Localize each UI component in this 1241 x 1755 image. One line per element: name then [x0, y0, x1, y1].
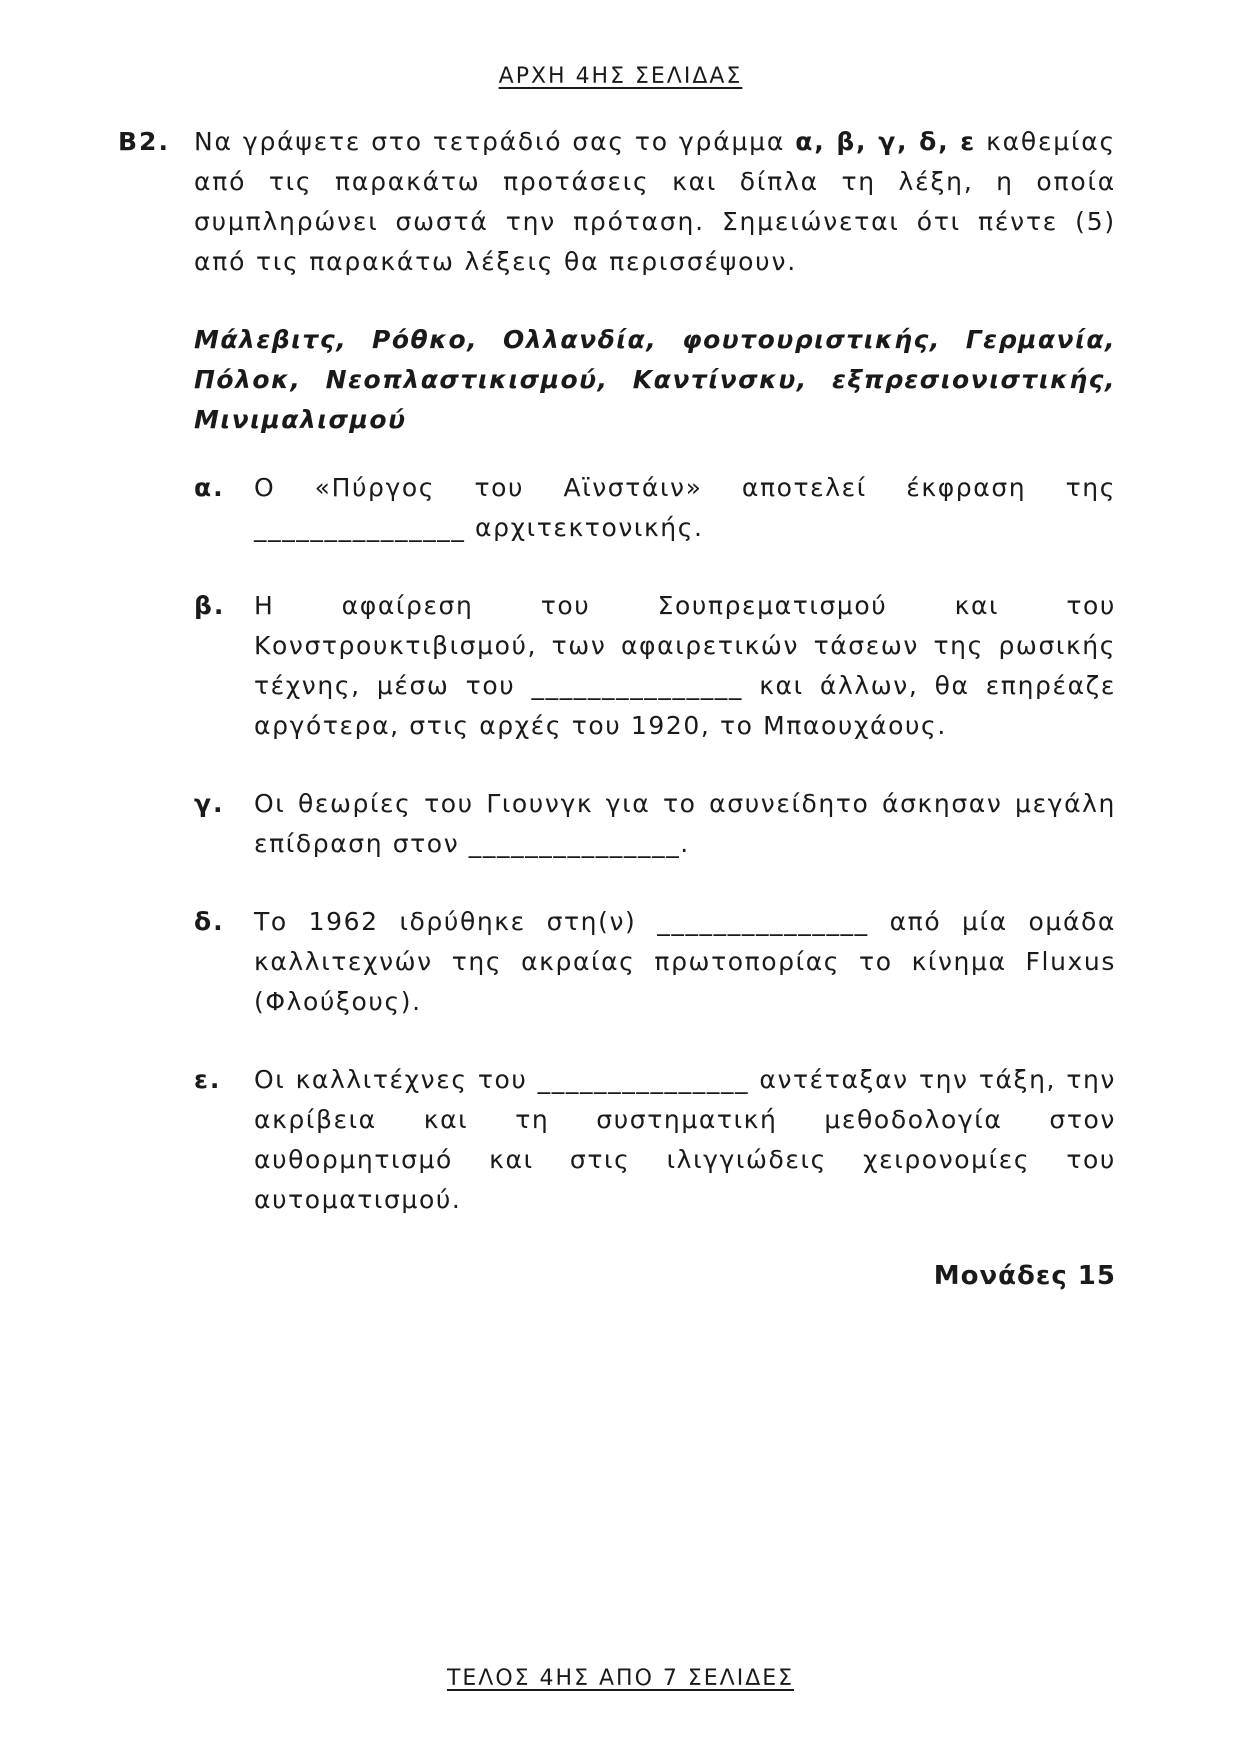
- question-b2: [118, 122, 1118, 1296]
- item-text: Οι καλλιτέχνες του _______________ αντέταξαν την τάξη, την ακρίβεια και τη συστηματική μεθοδολογία στον αυθορμητισμό και στις ιλιγγιώδεις χειρονομίες του αυτοματισμού.: [254, 1065, 1116, 1214]
- question-number: Β2.: [118, 127, 170, 156]
- instructions-part2: καθεμίας από τις παρακάτω προτάσεις και δίπλα τη λέξη, η οποία συμπληρώνει σωστά την πρόταση. Σημειώνεται ότι πέντε (5) από τις παρακάτω λέξεις θα περισσέψουν.: [194, 127, 1117, 276]
- item-letter: β.: [194, 591, 226, 620]
- item-letter: γ.: [194, 789, 225, 818]
- list-item: [194, 586, 1116, 746]
- item-letter: α.: [194, 473, 225, 502]
- instructions-part1: Να γράψετε στο τετράδιό σας το γράμμα: [194, 127, 796, 156]
- item-letter: ε.: [194, 1065, 222, 1094]
- word-bank: Μάλεβιτς, Ρόθκο, Ολλανδία, φουτουριστικής, Γερμανία, Πόλοκ, Νεοπλαστικισμού, Καντίνσκυ, εξπρεσιονιστικής, Μινιμαλισμού: [194, 325, 1116, 434]
- item-text: Ο «Πύργος του Αϊνστάιν» αποτελεί έκφραση της _______________ αρχιτεκτονικής.: [254, 473, 1116, 542]
- item-list: [194, 468, 1116, 1220]
- list-item: [194, 468, 1116, 548]
- list-item: [194, 1060, 1116, 1220]
- page-header: ΑΡΧΗ 4ΗΣ ΣΕΛΙΔΑΣ: [498, 64, 743, 89]
- page-footer: ΤΕΛΟΣ 4ΗΣ ΑΠΟ 7 ΣΕΛΙΔΕΣ: [446, 1666, 795, 1691]
- item-text: Το 1962 ιδρύθηκε στη(ν) _______________ από μία ομάδα καλλιτεχνών της ακραίας πρωτοπορίας το κίνημα Fluxus (Φλούξους).: [254, 907, 1116, 1016]
- list-item: [194, 784, 1116, 864]
- question-body: [194, 122, 1116, 1296]
- item-text: Η αφαίρεση του Σουπρεματισμού και του Κονστρουκτιβισμού, των αφαιρετικών τάσεων της ρωσικής τέχνης, μέσω του _______________ και άλλων, θα επηρέαζε αργότερα, στις αρχές του 1920, το Μπαουχάους.: [254, 591, 1116, 740]
- list-item: [194, 902, 1116, 1022]
- instructions-letters: α, β, γ, δ, ε: [795, 127, 976, 156]
- marks-label: Μονάδες 15: [933, 1261, 1116, 1291]
- item-text: Οι θεωρίες του Γιουνγκ για το ασυνείδητο άσκησαν μεγάλη επίδραση στον _______________.: [254, 789, 1116, 858]
- question-instructions: [194, 122, 1116, 282]
- item-letter: δ.: [194, 907, 225, 936]
